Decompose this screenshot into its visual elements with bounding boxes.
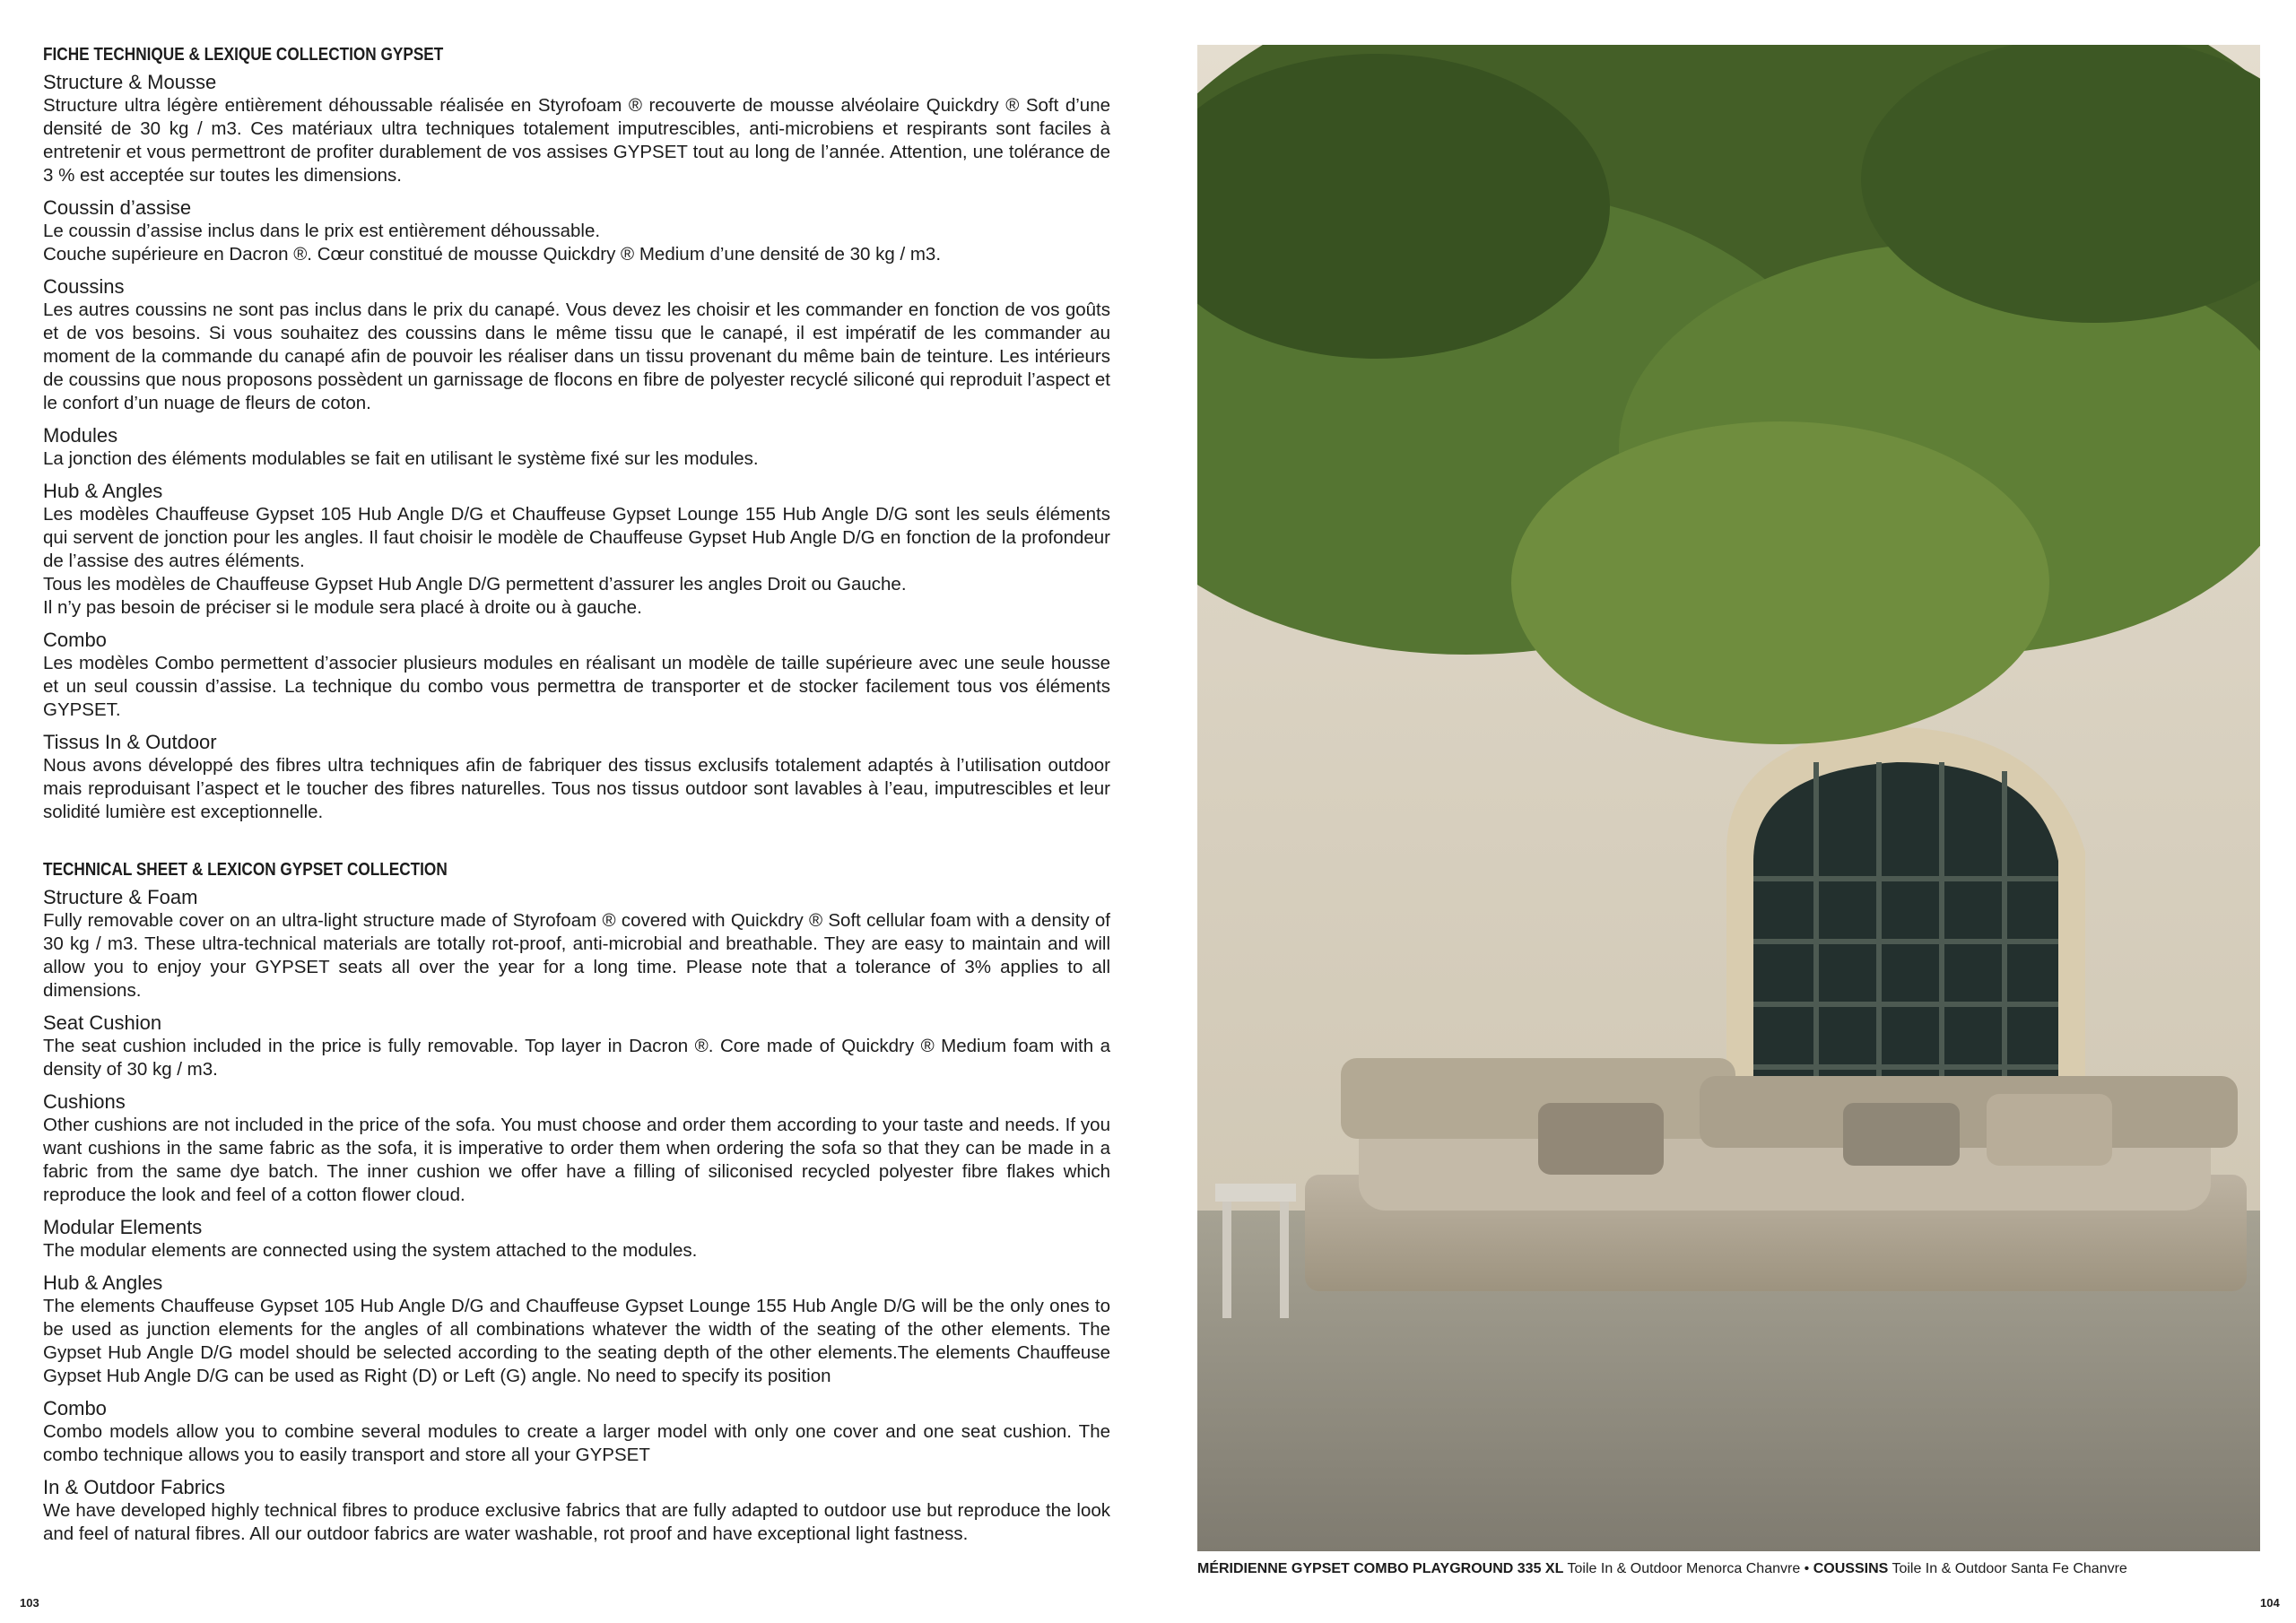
section-title: Cushions	[43, 1090, 126, 1113]
section-text: Les modèles Chauffeuse Gypset 105 Hub Angle D/G et Chauffeuse Gypset Lounge 155 Hub Angle D/G sont les seuls éléments qui servent de jonction pour les angles. Il faut choisir le modèle de Chauffeuse Gypset Hub Angle D/G en fonction de la profondeur de l’assise des autres éléments. Tous les modèles de Chauffeuse Gypset Hub Angle D/G permettent d’assurer les angles Droit ou Gauche. Il n’y pas besoin de préciser si le module sera placé à droite ou à gauche.	[43, 504, 1110, 618]
section-text: Les autres coussins ne sont pas inclus dans le prix du canapé. Vous devez les choisir et les commander en fonction de vos goûts et de vos besoins. Si vous souhaitez des coussins dans le même tissu que le canapé, il est impératif de les commander au moment de la commande du canapé afin de pouvoir les réaliser dans un tissu provenant du même bain de teinture. Les intérieurs de coussins que nous proposons possèdent un garnissage de flocons en fibre de polyester recyclé siliconé qui reproduit l’aspect et le confort d’un nuage de fleurs de coton.	[43, 299, 1110, 413]
section-title: Tissus In & Outdoor	[43, 731, 217, 753]
page-number-right: 104	[2260, 1596, 2280, 1610]
text-column	[43, 45, 1110, 1546]
section-title: Combo	[43, 629, 107, 651]
section-text: The seat cushion included in the price is fully removable. Top layer in Dacron ®. Core made of Quickdry ® Medium foam with a density of 30 kg / m3.	[43, 1036, 1110, 1080]
french-sections	[43, 71, 1110, 824]
outdoor-sofa-photo	[1197, 45, 2260, 1551]
french-heading: FICHE TECHNIQUE & LEXIQUE COLLECTION GYPSET	[43, 45, 444, 65]
photo-caption	[1197, 1561, 2265, 1577]
section-text: Le coussin d’assise inclus dans le prix est entièrement déhoussable. Couche supérieure en Dacron ®. Cœur constitué de mousse Quickdry ® Medium d’une densité de 30 kg / m3.	[43, 221, 942, 265]
section-text: We have developed highly technical fibres to produce exclusive fabrics that are fully adapted to outdoor use but reproduce the look and feel of natural fibres. All our outdoor fabrics are water washable, rot proof and have exceptional light fastness.	[43, 1500, 1110, 1544]
section-text: Other cushions are not included in the price of the sofa. You must choose and order them according to your taste and needs. If you want cushions in the same fabric as the sofa, it is imperative to order them when ordering the sofa so that they can be made in a fabric from the same dye batch. The inner cushion we offer have a filling of siliconised recycled polyester fibre flakes which reproduce the look and feel of a cotton flower cloud.	[43, 1115, 1110, 1205]
section-title: Hub & Angles	[43, 480, 163, 502]
caption-fabric: Toile In & Outdoor Menorca Chanvre •	[1563, 1561, 1813, 1576]
caption-cushions: COUSSINS	[1813, 1561, 1889, 1576]
section-title: Modular Elements	[43, 1216, 203, 1238]
english-sections	[43, 886, 1110, 1546]
section-title: Modules	[43, 424, 118, 447]
page-number-left: 103	[20, 1596, 39, 1610]
section-title: In & Outdoor Fabrics	[43, 1476, 225, 1498]
section-title: Seat Cushion	[43, 1011, 162, 1034]
section-text: The modular elements are connected using the system attached to the modules.	[43, 1240, 698, 1261]
section-title: Coussins	[43, 275, 125, 298]
caption-cushion-fabric: Toile In & Outdoor Santa Fe Chanvre	[1888, 1561, 2127, 1576]
section-title: Hub & Angles	[43, 1271, 163, 1294]
english-heading: TECHNICAL SHEET & LEXICON GYPSET COLLECTION	[43, 860, 448, 880]
section-text: Structure ultra légère entièrement déhoussable réalisée en Styrofoam ® recouverte de mousse alvéolaire Quickdry ® Soft d’une densité de 30 kg / m3. Ces matériaux ultra techniques totalement imputrescibles, anti-microbiens et respirants sont faciles à entretenir et vous permettront de profiter durablement de vos assises GYPSET tout au long de l’année. Attention, une tolérance de 3 % est acceptée sur toutes les dimensions.	[43, 95, 1110, 186]
section-title: Structure & Mousse	[43, 71, 217, 93]
section-text: The elements Chauffeuse Gypset 105 Hub Angle D/G and Chauffeuse Gypset Lounge 155 Hub Angle D/G will be the only ones to be used as junction elements for the angles of all combinations whatever the width of the seating of the other elements. The Gypset Hub Angle D/G model should be selected according to the seating depth of the other elements.The elements Chauffeuse Gypset Hub Angle D/G can be used as Right (D) or Left (G) angle. No need to specify its position	[43, 1296, 1110, 1386]
section-text: La jonction des éléments modulables se fait en utilisant le système fixé sur les modules.	[43, 448, 759, 469]
section-text: Nous avons développé des fibres ultra techniques afin de fabriquer des tissus exclusifs totalement adaptés à l’utilisation outdoor mais reproduisant l’aspect et le toucher des fibres naturelles. Tous nos tissus outdoor sont lavables à l’eau, imputrescibles et leur solidité lumière est exceptionnelle.	[43, 755, 1110, 822]
section-title: Coussin d’assise	[43, 196, 192, 219]
section-text: Les modèles Combo permettent d’associer plusieurs modules en réalisant un modèle de taille supérieure avec une seule housse et un seul coussin d’assise. La technique du combo vous permettra de transporter et de stocker facilement tous vos éléments GYPSET.	[43, 653, 1110, 720]
section-title: Combo	[43, 1397, 107, 1419]
section-text: Fully removable cover on an ultra-light structure made of Styrofoam ® covered with Quickdry ® Soft cellular foam with a density of 30 kg / m3. These ultra-technical materials are totally rot-proof, anti-microbial and breathable. They are easy to maintain and will allow you to enjoy your GYPSET seats all over the year for a long time. Please note that a tolerance of 3% applies to all dimensions.	[43, 910, 1110, 1001]
section-title: Structure & Foam	[43, 886, 198, 908]
caption-product: MÉRIDIENNE GYPSET COMBO PLAYGROUND 335 XL	[1197, 1561, 1564, 1576]
section-text: Combo models allow you to combine several modules to create a larger model with only one cover and one seat cushion. The combo technique allows you to easily transport and store all your GYPSET	[43, 1421, 1110, 1465]
